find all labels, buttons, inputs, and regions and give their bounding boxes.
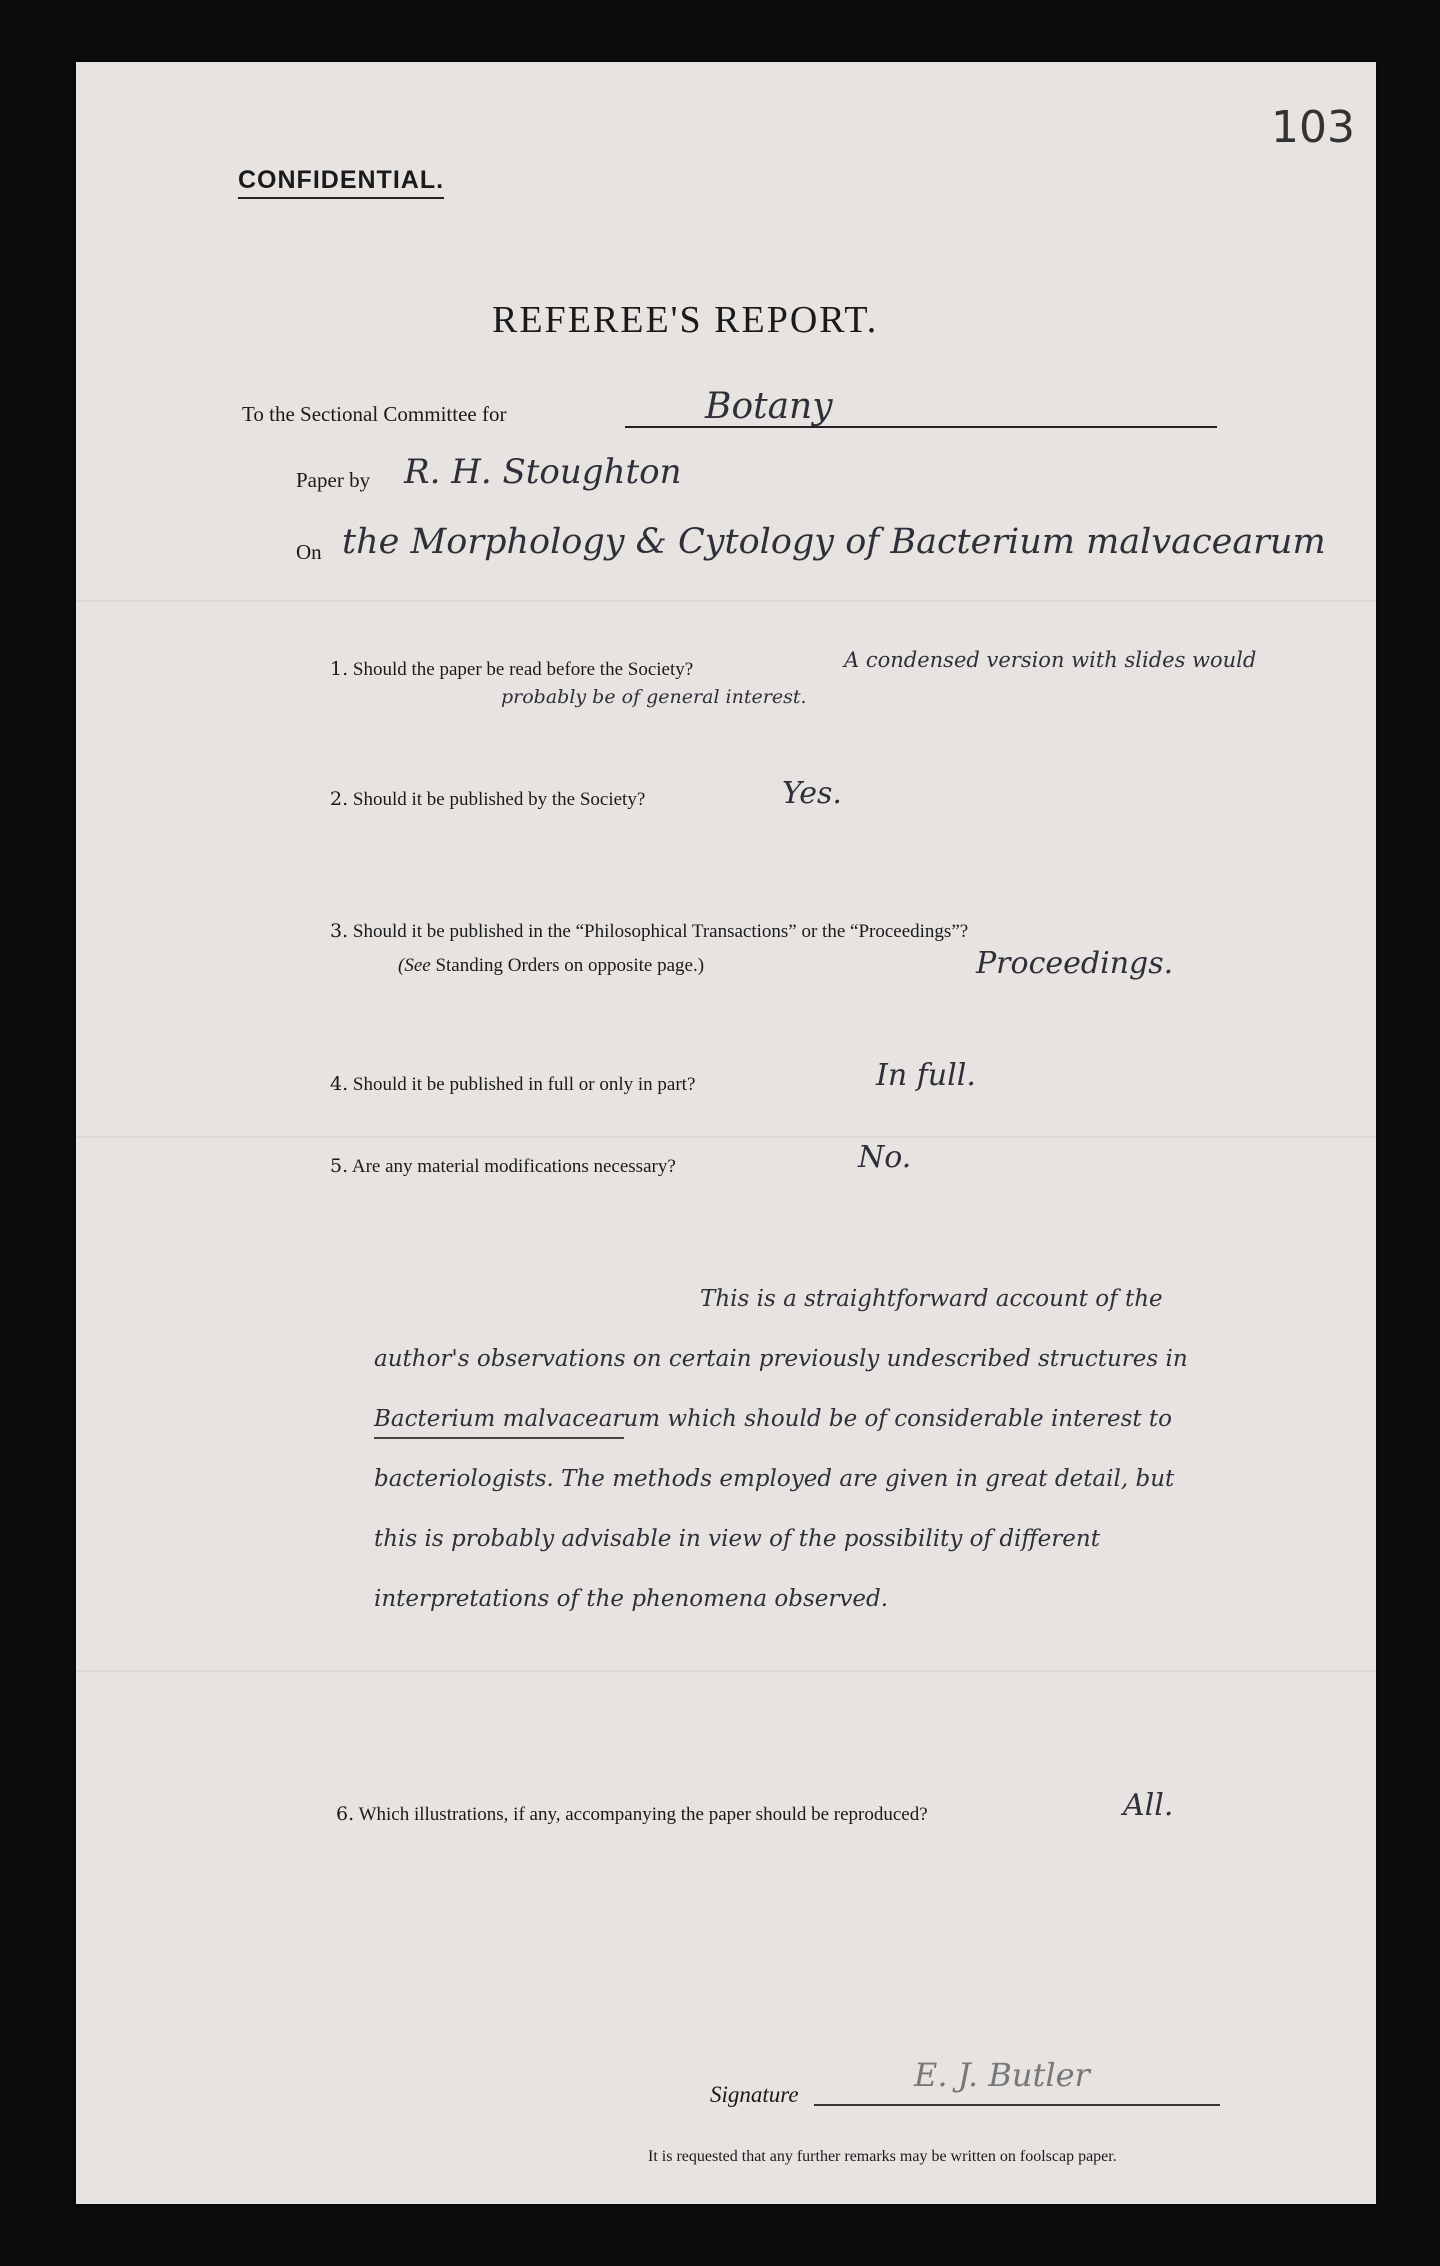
- answer-1-line2: probably be of general interest.: [501, 686, 807, 708]
- committee-label: To the Sectional Committee for: [242, 402, 507, 426]
- remarks-line: author's observations on certain previously undescribed structures in: [374, 1346, 1188, 1372]
- question-number: 1.: [330, 658, 349, 680]
- paper-on-value: the Morphology & Cytology of Bacterium malvacearum: [342, 522, 1326, 562]
- answer-3: Proceedings.: [976, 946, 1174, 981]
- note-text: Standing Orders on opposite page.): [435, 955, 705, 976]
- question-4: [330, 1073, 695, 1096]
- signature-label: Signature: [710, 2082, 799, 2107]
- question-number: 2.: [330, 788, 349, 810]
- footer-note: It is requested that any further remarks may be written on foolscap paper.: [648, 2148, 1117, 2165]
- answer-4: In full.: [876, 1058, 976, 1093]
- answer-5: No.: [858, 1140, 912, 1175]
- paper-by-value: R. H. Stoughton: [404, 452, 682, 492]
- question-text: Should the paper be read before the Society?: [352, 659, 694, 680]
- question-number: 3.: [330, 920, 349, 942]
- question-text: Are any material modifications necessary?: [351, 1156, 676, 1177]
- question-6: [336, 1803, 928, 1826]
- paper-by-label: Paper by: [296, 468, 371, 492]
- remarks-line: bacteriologists. The methods employed are given in great detail, but: [374, 1466, 1175, 1492]
- question-1: [330, 658, 693, 681]
- question-text: Should it be published in the “Philosophical Transactions” or the “Proceedings”?: [352, 921, 969, 942]
- referee-report-sheet: [76, 62, 1376, 2204]
- remarks-line: This is a straightforward account of the: [700, 1286, 1163, 1312]
- paper-on-label: On: [296, 540, 322, 564]
- committee-value: Botany: [705, 386, 833, 427]
- remarks-line: Bacterium malvacearum which should be of considerable interest to: [374, 1406, 1173, 1432]
- question-text: Which illustrations, if any, accompanying the paper should be reproduced?: [358, 1804, 928, 1825]
- remarks-line: interpretations of the phenomena observed.: [374, 1586, 889, 1612]
- question-5: [330, 1155, 676, 1178]
- page-number: 103: [1271, 102, 1355, 153]
- question-number: 6.: [336, 1803, 355, 1825]
- fold-line: [76, 600, 1376, 602]
- confidential-heading: CONFIDENTIAL.: [238, 166, 444, 199]
- question-text: Should it be published in full or only in part?: [352, 1074, 696, 1095]
- question-3: [330, 920, 968, 943]
- page-title: REFEREE'S REPORT.: [492, 299, 879, 341]
- question-2: [330, 788, 645, 811]
- species-underline: [374, 1437, 624, 1439]
- question-text: Should it be published by the Society?: [352, 789, 646, 810]
- note-see: (See: [398, 955, 431, 976]
- signature-value: E. J. Butler: [914, 2056, 1090, 2094]
- fold-line: [76, 1136, 1376, 1138]
- fold-line: [76, 1670, 1376, 1672]
- answer-6: All.: [1123, 1788, 1174, 1823]
- answer-2: Yes.: [782, 776, 842, 811]
- question-3-note: [398, 955, 704, 977]
- remarks-line: this is probably advisable in view of the possibility of different: [374, 1526, 1100, 1552]
- signature-line: [814, 2104, 1220, 2106]
- question-number: 4.: [330, 1073, 349, 1095]
- answer-1-line1: A condensed version with slides would: [844, 648, 1257, 672]
- question-number: 5.: [330, 1155, 349, 1177]
